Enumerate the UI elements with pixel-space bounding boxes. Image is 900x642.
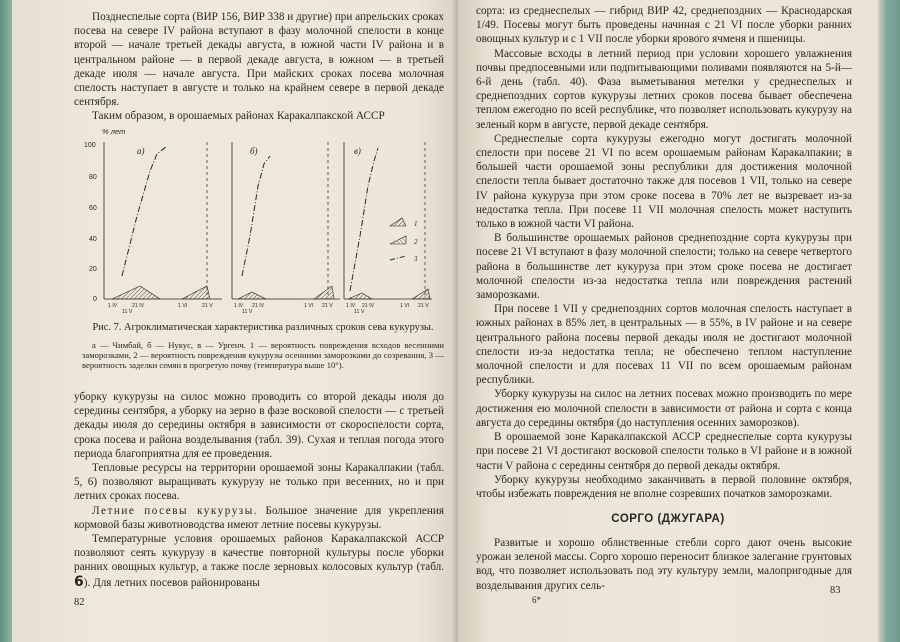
cover-edge-left (0, 0, 12, 642)
panel-label-c: в) (354, 146, 361, 156)
x-tick-label: 21 V (418, 303, 429, 309)
x-tick-label: 1 VI (178, 303, 188, 309)
y-tick-label: 100 (84, 142, 96, 149)
paragraph: При посеве 1 VII у среднепоздних сортов молочная спелость наступает в южных районах в 85% лет, в центральных — в 55%, в IV районе и на севере центрального района посевы первой декады июля не достигают молочной спелости из-за недостатка тепла; не обеспечено теплом наступление молочной спелости и для посевах 11 VII по всем орошаемым районам республики. (476, 303, 852, 387)
paragraph (74, 532, 444, 590)
panel-c (344, 142, 432, 299)
panel-b (232, 142, 340, 299)
legend-label: 2 (414, 238, 418, 246)
paragraph-text: Температурные условия орошаемых районов Каракалпакской АССР позволяют сеять кукурузу в качестве повторной культуры после уборки ранних овощных культур, а также после зерновых колосовых культур (табл. (74, 533, 444, 574)
x-tick-label: 21 IV (362, 303, 375, 309)
paragraph: Массовые всходы в летний период при условии хорошего увлажнения почвы предпосевными или подпитывающими поливами появляются на 5-й—6-й день (табл. 40). Фаза выметывания метелки у среднеспелых и среднепоздних сортов кукурузы летних сроков посева бывает обеспечена теплом ежегодно по всей республике, что позволяет использовать кукурузу на зеленый корм в августе, первой декаде сентября. (476, 47, 852, 131)
page-right (458, 0, 878, 642)
paragraph-text: ). Для летних посевов районированы (83, 576, 260, 589)
x-tick-label: 21 V (202, 303, 213, 309)
x-tick-label: 11 V (354, 309, 365, 315)
top-text-block (74, 10, 444, 124)
panel-a (104, 142, 222, 299)
handwritten-mark: 6 (74, 573, 84, 590)
paragraph: В орошаемой зоне Каракалпакской АССР среднеспелые сорта кукурузы при посеве 21 VI достигают восковой спелости только в VI районе и в южной части V района с середины сентября до первой декады октября. (476, 431, 852, 472)
x-tick-label: 1 IV (234, 303, 244, 309)
paragraph: Развитые и хорошо облиственные стебли сорго дают очень высокие урожаи зеленой массы. Сорго хорошо переносит близкое залегание грунтовых вод, что позволяет использовать под эту культуру земли, малопригодные для возделывания других сель- (476, 537, 852, 592)
y-tick-label: 80 (89, 174, 97, 181)
x-tick-label: 1 VI (400, 303, 410, 309)
x-tick-label: 21 IV (132, 303, 145, 309)
figure-legend (390, 218, 418, 263)
sorgo-text-block (476, 536, 852, 593)
y-tick-label: 40 (89, 236, 97, 243)
x-tick-label: 1 IV (346, 303, 356, 309)
paragraph: Тепловые ресурсы на территории орошаемой зоны Каракалпакии (табл. 5, 6) позволяют выращивать кукурузу не только при весенних, но и при летних сроках посева. (74, 462, 444, 503)
page-left (12, 0, 458, 642)
agroclimatic-figure (82, 126, 452, 316)
page-number: 82 (74, 597, 85, 608)
text-block (476, 4, 852, 501)
paragraph (74, 504, 444, 532)
figure-caption (82, 322, 444, 370)
paragraph: Уборку кукурузы на силос на летних посевах можно производить по мере достижения ею молочной спелости в зависимости от района и сорта с конца августа до середины октября (до наступления осенних заморозков). (476, 388, 852, 429)
caption-title: Рис. 7. Агроклиматическая характеристика различных сроков сева кукурузы. (92, 322, 434, 333)
x-tick-label: 11 V (242, 309, 253, 315)
cover-edge-right (878, 0, 900, 642)
x-tick-label: 11 V (122, 309, 133, 315)
y-tick-label: 60 (89, 205, 97, 212)
panel-label-b: б) (250, 146, 258, 156)
section-heading: СОРГО (ДЖУГАРА) (611, 513, 725, 525)
subheading: Летние посевы кукурузы. (92, 504, 259, 517)
legend-label: 3 (414, 255, 418, 263)
paragraph: В большинстве орошаемых районов среднепоздние сорта кукурузы при посеве 21 VI вступают в фазу молочной спелости; только на севере четвертого района в большинстве лет кукуруза при этом сроке посева не достигает молочной спелости из-за недостатка тепла или повреждения растений заморозками. (476, 232, 852, 302)
paragraph: Уборку кукурузы необходимо заканчивать в первой половине октября, чтобы избежать повреждения не вполне созревших початков заморозками. (476, 473, 852, 500)
legend-label: 1 (414, 220, 418, 228)
x-tick-label: 1 VI (304, 303, 314, 309)
bottom-text-block (74, 390, 444, 590)
caption-note: а — Чимбай, б — Нукус, в — Ургенч. 1 — вероятность повреждения всходов весенними заморозками, 2 — вероятность повреждения кукурузы осенними заморозками до созревания, 3 — вероятность заделки семян в прогретую почву (температура выше 10°). (82, 339, 444, 370)
panel-label-a: а) (137, 146, 145, 156)
x-ticks (108, 303, 429, 315)
paragraph: Позднеспелые сорта (ВИР 156, ВИР 338 и другие) при апрельских сроках посева на севере IV района вступают в фазу молочной спелости в конце второй — начале третьей декады августа, в южной части IV района и в центральном районе — в первой декаде августа, в южном — в третьей декаде июля — начале августа. При майских сроках посева молочная спелость наступает в августе и только на крайнем севере в первой декаде сентября. (74, 11, 444, 109)
y-axis-label: % лет (102, 127, 126, 136)
printer-signature: 6* (532, 595, 541, 605)
paragraph-text: Большое значение для укрепления кормовой базы животноводства имеют летние посевы кукурузы. (74, 504, 444, 531)
x-tick-label: 21 IV (252, 303, 265, 309)
page-number: 83 (830, 585, 841, 596)
paragraph: Таким образом, в орошаемых районах Каракалпакской АССР (92, 110, 385, 123)
x-tick-label: 1 IV (108, 303, 118, 309)
paragraph: уборку кукурузы на силос можно проводить со второй декады июля до середины сентября, а уборку на зерно в фазе восковой спелости — с третьей декады июля до середины октября в зависимости от скороспелости сорта, срока посева и района возделывания (табл. 39). Сухая и теплая погода этого периода благоприятна для ее проведения. (74, 391, 444, 460)
x-tick-label: 21 V (322, 303, 333, 309)
paragraph: сорта: из среднеспелых — гибрид ВИР 42, среднепоздних — Краснодарская 1/49. Посевы могут быть проведены начиная с 21 VI после уборки ранних овощных культур и с 1 VII после уборки ярового ячменя и пшеницы. (476, 5, 852, 46)
y-tick-label: 20 (89, 266, 97, 273)
paragraph: Среднеспелые сорта кукурузы ежегодно могут достигать молочной спелости при посеве 21 VI по всем орошаемым районам Каракалпакии; в большей части орошаемой зоны республики для достижения молочной спелости тепла бывает достаточно также для посевов 1 VII, только на севере IV района кукуруза при этом сроке посева в 70% лет не вызревает из-за недостатка тепла. При посеве 11 VII молочная спелость может наступить только в южной части VI района. (476, 132, 852, 231)
y-tick-label: 0 (93, 296, 97, 303)
